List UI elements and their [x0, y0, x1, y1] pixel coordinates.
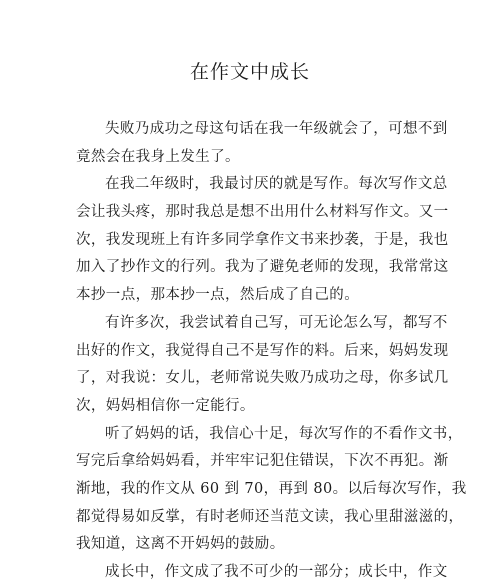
text-line: 竟然会在我身上发生了。	[76, 148, 240, 165]
text-line: 有许多次，我尝试着自己写，可无论怎么写，都写不	[105, 314, 448, 331]
paragraph	[76, 171, 449, 309]
text-line: 会让我头疼，那时我总是想不出用什么材料写作文。又一	[76, 204, 449, 221]
paragraph	[76, 421, 467, 559]
text-line: 听了妈妈的话，我信心十足，每次写作的不看作文书，	[105, 425, 463, 442]
text-line: 写完后拿给妈妈看，并牢牢记犯住错误，下次不再犯。渐	[76, 453, 449, 470]
text-line: 渐地，我的作文从 60 到 70，再到 80。以后每次写作，我	[76, 480, 467, 497]
paragraph	[76, 116, 448, 171]
paragraph	[76, 559, 448, 587]
document-title: 在作文中成长	[189, 61, 310, 83]
text-line: 都觉得易如反掌，有时老师还当范文读，我心里甜滋滋的，	[76, 508, 464, 525]
text-line: 本抄一点，那本抄一点，然后成了自己的。	[76, 287, 360, 304]
text-line: 出好的作文，我觉得自己不是写作的料。后来，妈妈发现	[76, 342, 449, 359]
document-body	[76, 116, 467, 587]
text-line: 次，我发现班上有许多同学拿作文书来抄袭，于是，我也	[76, 231, 449, 248]
text-line: 加入了抄作文的行列。我为了避免老师的发现，我常常这	[76, 259, 449, 276]
text-line: 了，对我说：女儿，老师常说失败乃成功之母，你多试几	[76, 370, 449, 387]
text-line: 成长中，作文成了我不可少的一部分；成长中，作文	[105, 564, 448, 580]
paragraph	[76, 310, 449, 421]
text-line: 在我二年级时，我最讨厌的就是写作。每次写作文总	[105, 176, 448, 193]
text-line: 次，妈妈相信你一定能行。	[76, 397, 255, 414]
text-line: 我知道，这离不开妈妈的鼓励。	[76, 536, 285, 553]
text-line: 失败乃成功之母这句话在我一年级就会了，可想不到	[105, 121, 448, 137]
